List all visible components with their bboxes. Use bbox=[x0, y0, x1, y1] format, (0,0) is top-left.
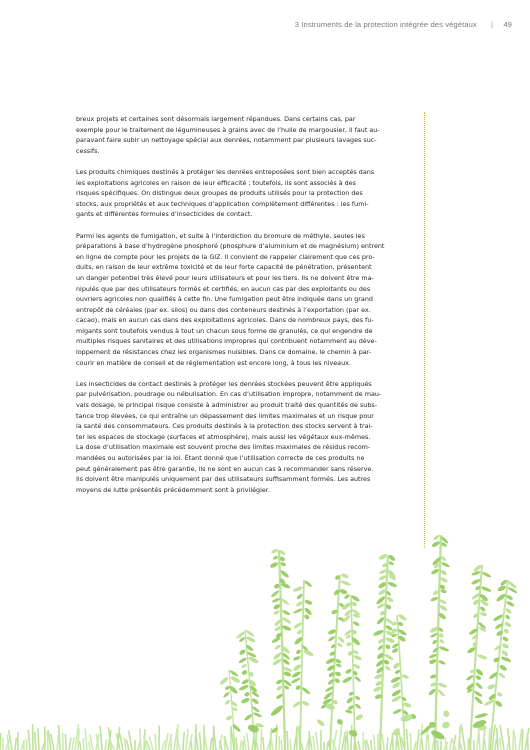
seed-pod bbox=[239, 649, 247, 656]
paragraph bbox=[76, 379, 416, 496]
text-line: multiples risques sanitaires et des utilisations impropres qui contribuent notamment au déve- bbox=[76, 337, 377, 346]
seed-pod bbox=[441, 561, 450, 568]
seed-pod bbox=[229, 669, 239, 677]
grass-blade bbox=[387, 737, 388, 750]
seed-pod bbox=[219, 676, 229, 686]
grass-blade bbox=[28, 730, 30, 750]
seed-pod bbox=[303, 649, 315, 657]
seed-pod bbox=[341, 573, 350, 579]
header-separator: | bbox=[491, 20, 494, 29]
grass-blade bbox=[204, 735, 207, 750]
grass-blade bbox=[183, 732, 184, 750]
text-line: en ligne de compte pour les projets de la GIZ. Il convient de rappeler clairement que ces pro- bbox=[76, 252, 375, 261]
seed-pod bbox=[282, 616, 292, 624]
text-line: Parmi les agents de fumigation, et suite à l’interdiction du bromure de méthyle, seules les bbox=[76, 231, 365, 240]
grass-blade bbox=[347, 731, 348, 750]
grass-blade bbox=[495, 739, 496, 750]
seed-pod bbox=[429, 658, 437, 665]
grass-blade bbox=[519, 728, 522, 750]
seed-pod bbox=[501, 649, 509, 657]
seed-pod bbox=[334, 677, 341, 684]
seed-pod bbox=[337, 642, 343, 647]
seed-pod bbox=[230, 675, 241, 684]
seed-pod bbox=[494, 700, 503, 708]
grass-blade bbox=[83, 738, 84, 750]
grass-blade bbox=[59, 725, 60, 750]
seed-pod bbox=[504, 621, 512, 628]
seed-pod bbox=[497, 584, 507, 592]
seed-pod bbox=[466, 674, 475, 681]
grass-blade bbox=[15, 738, 16, 750]
seed-pod bbox=[373, 686, 383, 693]
text-line: tance trop élevées, ce qui entraîne un dépassement des limites maximales et un risque pour bbox=[76, 411, 374, 420]
leaf bbox=[348, 729, 358, 738]
text-line: loppement de résistances chez les organismes nuisibles. Dans ce domaine, le chemin à par- bbox=[76, 348, 372, 357]
seed-pod bbox=[273, 603, 281, 610]
seed-pod bbox=[238, 657, 247, 664]
seed-pod bbox=[475, 668, 484, 677]
text-line: mandées ou autorisées par la loi. Étant donné que l’utilisation correcte de ces produits ne bbox=[76, 454, 365, 462]
seed-pod bbox=[271, 636, 281, 643]
text-line: risques spécifiques. On distingue deux groupes de produits utilisés pour la protection des bbox=[76, 189, 363, 198]
seed-pod bbox=[437, 682, 448, 689]
seed-pod bbox=[291, 670, 302, 678]
seed-pod bbox=[304, 580, 313, 588]
grass-blade bbox=[414, 742, 416, 750]
leaf bbox=[441, 721, 450, 730]
grass-blade bbox=[236, 738, 237, 750]
seed-pod bbox=[373, 629, 385, 637]
seed-pod bbox=[342, 675, 353, 684]
seed-pod bbox=[303, 614, 310, 621]
grass-blade bbox=[35, 732, 36, 750]
seed-pod bbox=[505, 607, 512, 614]
seed-pod bbox=[304, 599, 313, 606]
seed-pod bbox=[392, 662, 401, 670]
grass-blade bbox=[89, 742, 90, 750]
seed-pod bbox=[431, 540, 441, 548]
seed-pod bbox=[244, 691, 251, 697]
seed-pod bbox=[385, 644, 392, 651]
seed-pod bbox=[273, 610, 280, 616]
seed-pod bbox=[238, 684, 249, 692]
seed-pod bbox=[224, 685, 230, 690]
seed-pod bbox=[402, 701, 412, 708]
text-line: exemple pour le traitement de légumineuses à grains avec de l’huile de margousier, il faut au- bbox=[76, 125, 380, 134]
leaf bbox=[336, 718, 344, 726]
seed-pod bbox=[430, 596, 439, 602]
text-line: migants sont toutefois vendus à tout un chacun sous forme de granulés, ce qui engendre de bbox=[76, 326, 373, 335]
paragraph bbox=[76, 167, 416, 220]
seed-pod bbox=[336, 663, 342, 668]
grass-blade bbox=[345, 736, 346, 750]
seed-pod bbox=[475, 675, 482, 681]
seed-pod bbox=[391, 647, 399, 654]
seed-pod bbox=[241, 663, 248, 669]
text-line: gants et différentes formules d’insecticides de contact. bbox=[76, 210, 253, 219]
seed-pod bbox=[439, 638, 445, 644]
seed-pod bbox=[503, 628, 510, 635]
grass-blade bbox=[339, 724, 342, 750]
plant-stems bbox=[219, 534, 518, 750]
text-line: entrepôt de céréales (par ex. silos) ou dans des conteneurs destinés à l’exportation (par ex. bbox=[76, 305, 371, 314]
grass-blade bbox=[373, 735, 375, 750]
seed-pod bbox=[272, 555, 278, 560]
grass-blade bbox=[407, 729, 408, 750]
grass-blade bbox=[428, 735, 429, 750]
seed-pod bbox=[383, 653, 394, 661]
seed-pod bbox=[346, 696, 354, 704]
grass-blade bbox=[514, 732, 516, 750]
seed-pod bbox=[387, 581, 397, 588]
seed-pod bbox=[482, 571, 492, 578]
grass-blade bbox=[80, 742, 81, 750]
leaf bbox=[345, 709, 353, 714]
grass-blade bbox=[327, 742, 328, 750]
seed-pod bbox=[440, 588, 447, 593]
grass-blade bbox=[459, 726, 460, 750]
seed-pod bbox=[339, 588, 348, 595]
grass-blade bbox=[72, 737, 74, 750]
text-line: ter les espaces de stockage (surfaces et atmosphère), mais aussi les végétaux eux-mêmes. bbox=[76, 432, 371, 441]
seed-pod bbox=[296, 593, 303, 600]
running-title: 3 Instruments de la protection intégrée des végétaux bbox=[294, 20, 477, 29]
running-header bbox=[295, 20, 512, 29]
seed-pod bbox=[388, 561, 394, 566]
seed-pod bbox=[327, 635, 335, 642]
seed-pod bbox=[269, 561, 279, 569]
grass-blade bbox=[290, 739, 291, 750]
seed-pod bbox=[501, 642, 509, 649]
seed-pod bbox=[282, 609, 291, 616]
grass-blade bbox=[450, 738, 452, 750]
seed-pod bbox=[506, 600, 515, 607]
seed-pod bbox=[270, 590, 279, 599]
grass-blade bbox=[200, 733, 201, 750]
leaf bbox=[474, 712, 488, 719]
seed-pod bbox=[296, 601, 304, 608]
grass-blade bbox=[365, 740, 366, 750]
seed-pod bbox=[391, 621, 398, 627]
seed-pod bbox=[280, 561, 287, 567]
grass-blade bbox=[126, 740, 129, 750]
seed-pod bbox=[271, 548, 279, 554]
grass-blade bbox=[313, 736, 315, 750]
grass-blade bbox=[244, 736, 246, 750]
seed-pod bbox=[293, 608, 303, 615]
grass-blade bbox=[100, 726, 102, 750]
seed-pod bbox=[473, 690, 483, 698]
seed-pod bbox=[223, 691, 231, 698]
grass-blade bbox=[85, 729, 87, 750]
grass-blade bbox=[38, 728, 39, 750]
seed-pod bbox=[303, 607, 312, 616]
seed-pod bbox=[346, 641, 352, 647]
grass-blade bbox=[351, 725, 352, 750]
seed-pod bbox=[499, 664, 508, 672]
seed-pod bbox=[354, 675, 362, 682]
seed-pod bbox=[224, 699, 231, 706]
seed-pod bbox=[438, 659, 446, 665]
seed-pod bbox=[343, 593, 350, 599]
seed-pod bbox=[392, 708, 402, 715]
grass-blade bbox=[247, 733, 249, 750]
grass-blade bbox=[382, 734, 384, 750]
seed-pod bbox=[241, 669, 248, 675]
seed-pod bbox=[293, 622, 303, 630]
seed-pod bbox=[293, 655, 302, 661]
text-line: ouvriers agricoles non qualifiés à cette fin. Une fumigation peut être indiquée dans un grand bbox=[76, 295, 373, 304]
seed-pod bbox=[301, 700, 310, 706]
text-line: paravant faire subir un nettoyage spécial aux denrées, notamment par plusieurs lavages suc- bbox=[76, 136, 377, 145]
grass-blade bbox=[316, 732, 318, 750]
grass-blade bbox=[256, 740, 258, 750]
seed-pod bbox=[272, 597, 281, 603]
plant-illustration-icon bbox=[0, 520, 530, 750]
seed-pod bbox=[391, 642, 399, 648]
plant-stem bbox=[490, 580, 508, 750]
seed-pod bbox=[354, 695, 360, 700]
seed-pod bbox=[474, 696, 484, 705]
seed-pod bbox=[241, 678, 250, 685]
seed-pod bbox=[385, 636, 396, 643]
grass-blade bbox=[210, 738, 212, 750]
seed-pod bbox=[439, 604, 448, 612]
grass-blade bbox=[499, 738, 501, 750]
seed-pod bbox=[397, 613, 407, 622]
seed-pod bbox=[475, 682, 483, 690]
leaf bbox=[316, 718, 325, 727]
leaf bbox=[270, 704, 285, 717]
seed-pod bbox=[240, 697, 250, 705]
seed-pod bbox=[253, 712, 263, 719]
seed-pod bbox=[477, 653, 488, 660]
grass-blade bbox=[392, 733, 393, 750]
text-line: par pulvérisation, poudrage ou nébulisation. En cas d’utilisation impropre, notamment de mau- bbox=[76, 390, 382, 399]
seed-pod bbox=[384, 665, 391, 672]
seed-pod bbox=[481, 586, 492, 593]
paragraph bbox=[76, 231, 416, 369]
text-line: la santé des consommateurs. Ces produits destinés à la protection des stocks servent à trai- bbox=[76, 422, 373, 431]
seed-pod bbox=[438, 645, 449, 652]
seed-pod bbox=[225, 715, 233, 722]
grass-blade bbox=[261, 729, 262, 750]
grass-blade bbox=[129, 731, 132, 750]
body-text bbox=[76, 114, 416, 506]
seed-pod bbox=[345, 668, 353, 675]
seed-pod bbox=[401, 674, 409, 680]
text-line: moyens de lutte présentés précédemment sont à privilégier. bbox=[76, 485, 270, 494]
text-line: préparations à base d’hydrogène phosphoré (phosphure d’aluminium et de magnésium) entrent bbox=[76, 242, 385, 251]
seed-pod bbox=[492, 613, 503, 622]
seed-pod bbox=[505, 614, 511, 620]
seed-pod bbox=[245, 629, 255, 637]
leaf bbox=[442, 710, 450, 718]
grass-strip bbox=[0, 724, 529, 750]
seed-pod bbox=[428, 653, 437, 659]
grass-blade bbox=[57, 735, 58, 750]
seed-pod bbox=[335, 658, 342, 664]
seed-pod bbox=[394, 669, 401, 675]
seed-pod bbox=[337, 636, 346, 644]
grass-blade bbox=[485, 740, 486, 750]
grass-blade bbox=[240, 740, 242, 750]
seed-pod bbox=[487, 683, 496, 690]
text-line: cacao), mais en aucun cas dans des exploitations agricoles. Dans de nombreux pays, des fu- bbox=[76, 316, 374, 325]
seed-pod bbox=[272, 658, 282, 666]
seed-pod bbox=[386, 596, 394, 603]
paragraph bbox=[76, 114, 416, 156]
grass-blade bbox=[105, 739, 107, 750]
dotted-margin-rule bbox=[424, 112, 425, 548]
seed-pod bbox=[274, 644, 281, 650]
text-line: peut généralement pas être garantie, ils ne sont en aucun cas à recommander sans réserve. bbox=[76, 464, 374, 473]
seed-pod bbox=[295, 649, 302, 655]
seed-pod bbox=[433, 534, 441, 541]
grass-blade bbox=[69, 738, 71, 750]
seed-pod bbox=[246, 636, 256, 644]
seed-pod bbox=[498, 672, 506, 679]
seed-pod bbox=[301, 686, 311, 695]
seed-pod bbox=[479, 606, 486, 613]
grass-blade bbox=[421, 738, 423, 750]
text-line: La dose d’utilisation maximale est souvent proche des limites maximales de résidus recom- bbox=[76, 443, 371, 452]
grass-blade bbox=[191, 741, 192, 750]
text-line: les exploitations agricoles en raison de leur efficacité ; toutefois, ils sont associés à des bbox=[76, 178, 356, 187]
grass-blade bbox=[263, 737, 264, 750]
seed-pod bbox=[340, 580, 351, 587]
seed-pod bbox=[437, 688, 446, 697]
grass-blade bbox=[281, 740, 282, 750]
seed-pod bbox=[354, 703, 361, 710]
text-line: duits, en raison de leur extrême toxicité et de leur forte capacité de pénétration, présentent bbox=[76, 263, 372, 272]
seed-pod bbox=[352, 621, 360, 627]
text-line: un danger potentiel très élevé pour leurs utilisateurs et pour les tiers. Ils ne doivent être ma- bbox=[76, 273, 374, 282]
seed-pod bbox=[244, 713, 253, 721]
grass-blade bbox=[358, 741, 360, 750]
grass-blade bbox=[287, 731, 288, 750]
seed-pod bbox=[378, 553, 388, 561]
seed-pod bbox=[351, 594, 361, 602]
text-line: breux projets et certaines sont désormais largement répandues. Dans certains cas, par bbox=[76, 115, 356, 123]
text-line: stocks, aux propriétés et aux techniques d’application complètement différentes : les fumi- bbox=[76, 199, 369, 208]
seed-pod bbox=[496, 692, 503, 698]
seed-pod bbox=[353, 654, 362, 661]
text-line: vais dosage, le principal risque consiste à administrer au produit traité des quantités de subs- bbox=[76, 401, 378, 410]
seed-pod bbox=[290, 677, 300, 684]
grass-blade bbox=[468, 738, 469, 750]
grass-blade bbox=[417, 729, 419, 750]
grass-blade bbox=[140, 729, 141, 750]
seed-pod bbox=[292, 585, 303, 592]
grass-blade bbox=[371, 740, 372, 750]
text-line: courir en matière de conseil et de réglementation est encore long, à tous les niveaux. bbox=[76, 358, 351, 367]
text-line: cessifs. bbox=[76, 146, 100, 155]
grass-blade bbox=[186, 728, 188, 750]
seed-pod bbox=[275, 679, 283, 685]
seed-pod bbox=[484, 699, 495, 707]
text-line: Ils doivent être manipulés uniquement par des utilisateurs suffisamment formés. Les autres bbox=[76, 475, 371, 484]
grass-blade bbox=[461, 724, 465, 750]
seed-pod bbox=[480, 611, 488, 617]
seed-pod bbox=[378, 574, 387, 581]
grass-blade bbox=[124, 738, 126, 750]
grass-blade bbox=[78, 729, 79, 750]
grass-blade bbox=[497, 728, 498, 750]
seed-pod bbox=[334, 671, 341, 677]
grass-blade bbox=[522, 730, 523, 750]
text-line: Les insecticides de contact destinés à protéger les denrées stockées peuvent être appliqués bbox=[76, 379, 372, 388]
seed-pod bbox=[276, 685, 283, 691]
seed-pod bbox=[500, 656, 511, 663]
leaf bbox=[355, 713, 364, 721]
grass-blade bbox=[155, 734, 156, 750]
seed-pod bbox=[502, 636, 509, 643]
grass-blade bbox=[26, 739, 27, 750]
page-number: 49 bbox=[503, 20, 512, 29]
seed-pod bbox=[430, 568, 439, 575]
seed-pod bbox=[292, 663, 302, 672]
seed-pod bbox=[385, 624, 394, 631]
leaf bbox=[430, 729, 446, 742]
text-line: nipulés que par des utilisateurs formés et certifiés, en aucun cas par des exploitants ou des bbox=[76, 284, 371, 293]
grass-blade bbox=[138, 742, 140, 750]
seed-pod bbox=[440, 577, 449, 584]
text-line: Les produits chimiques destinés à protéger les denrées entreposées sont bien acceptés dans bbox=[76, 167, 375, 176]
